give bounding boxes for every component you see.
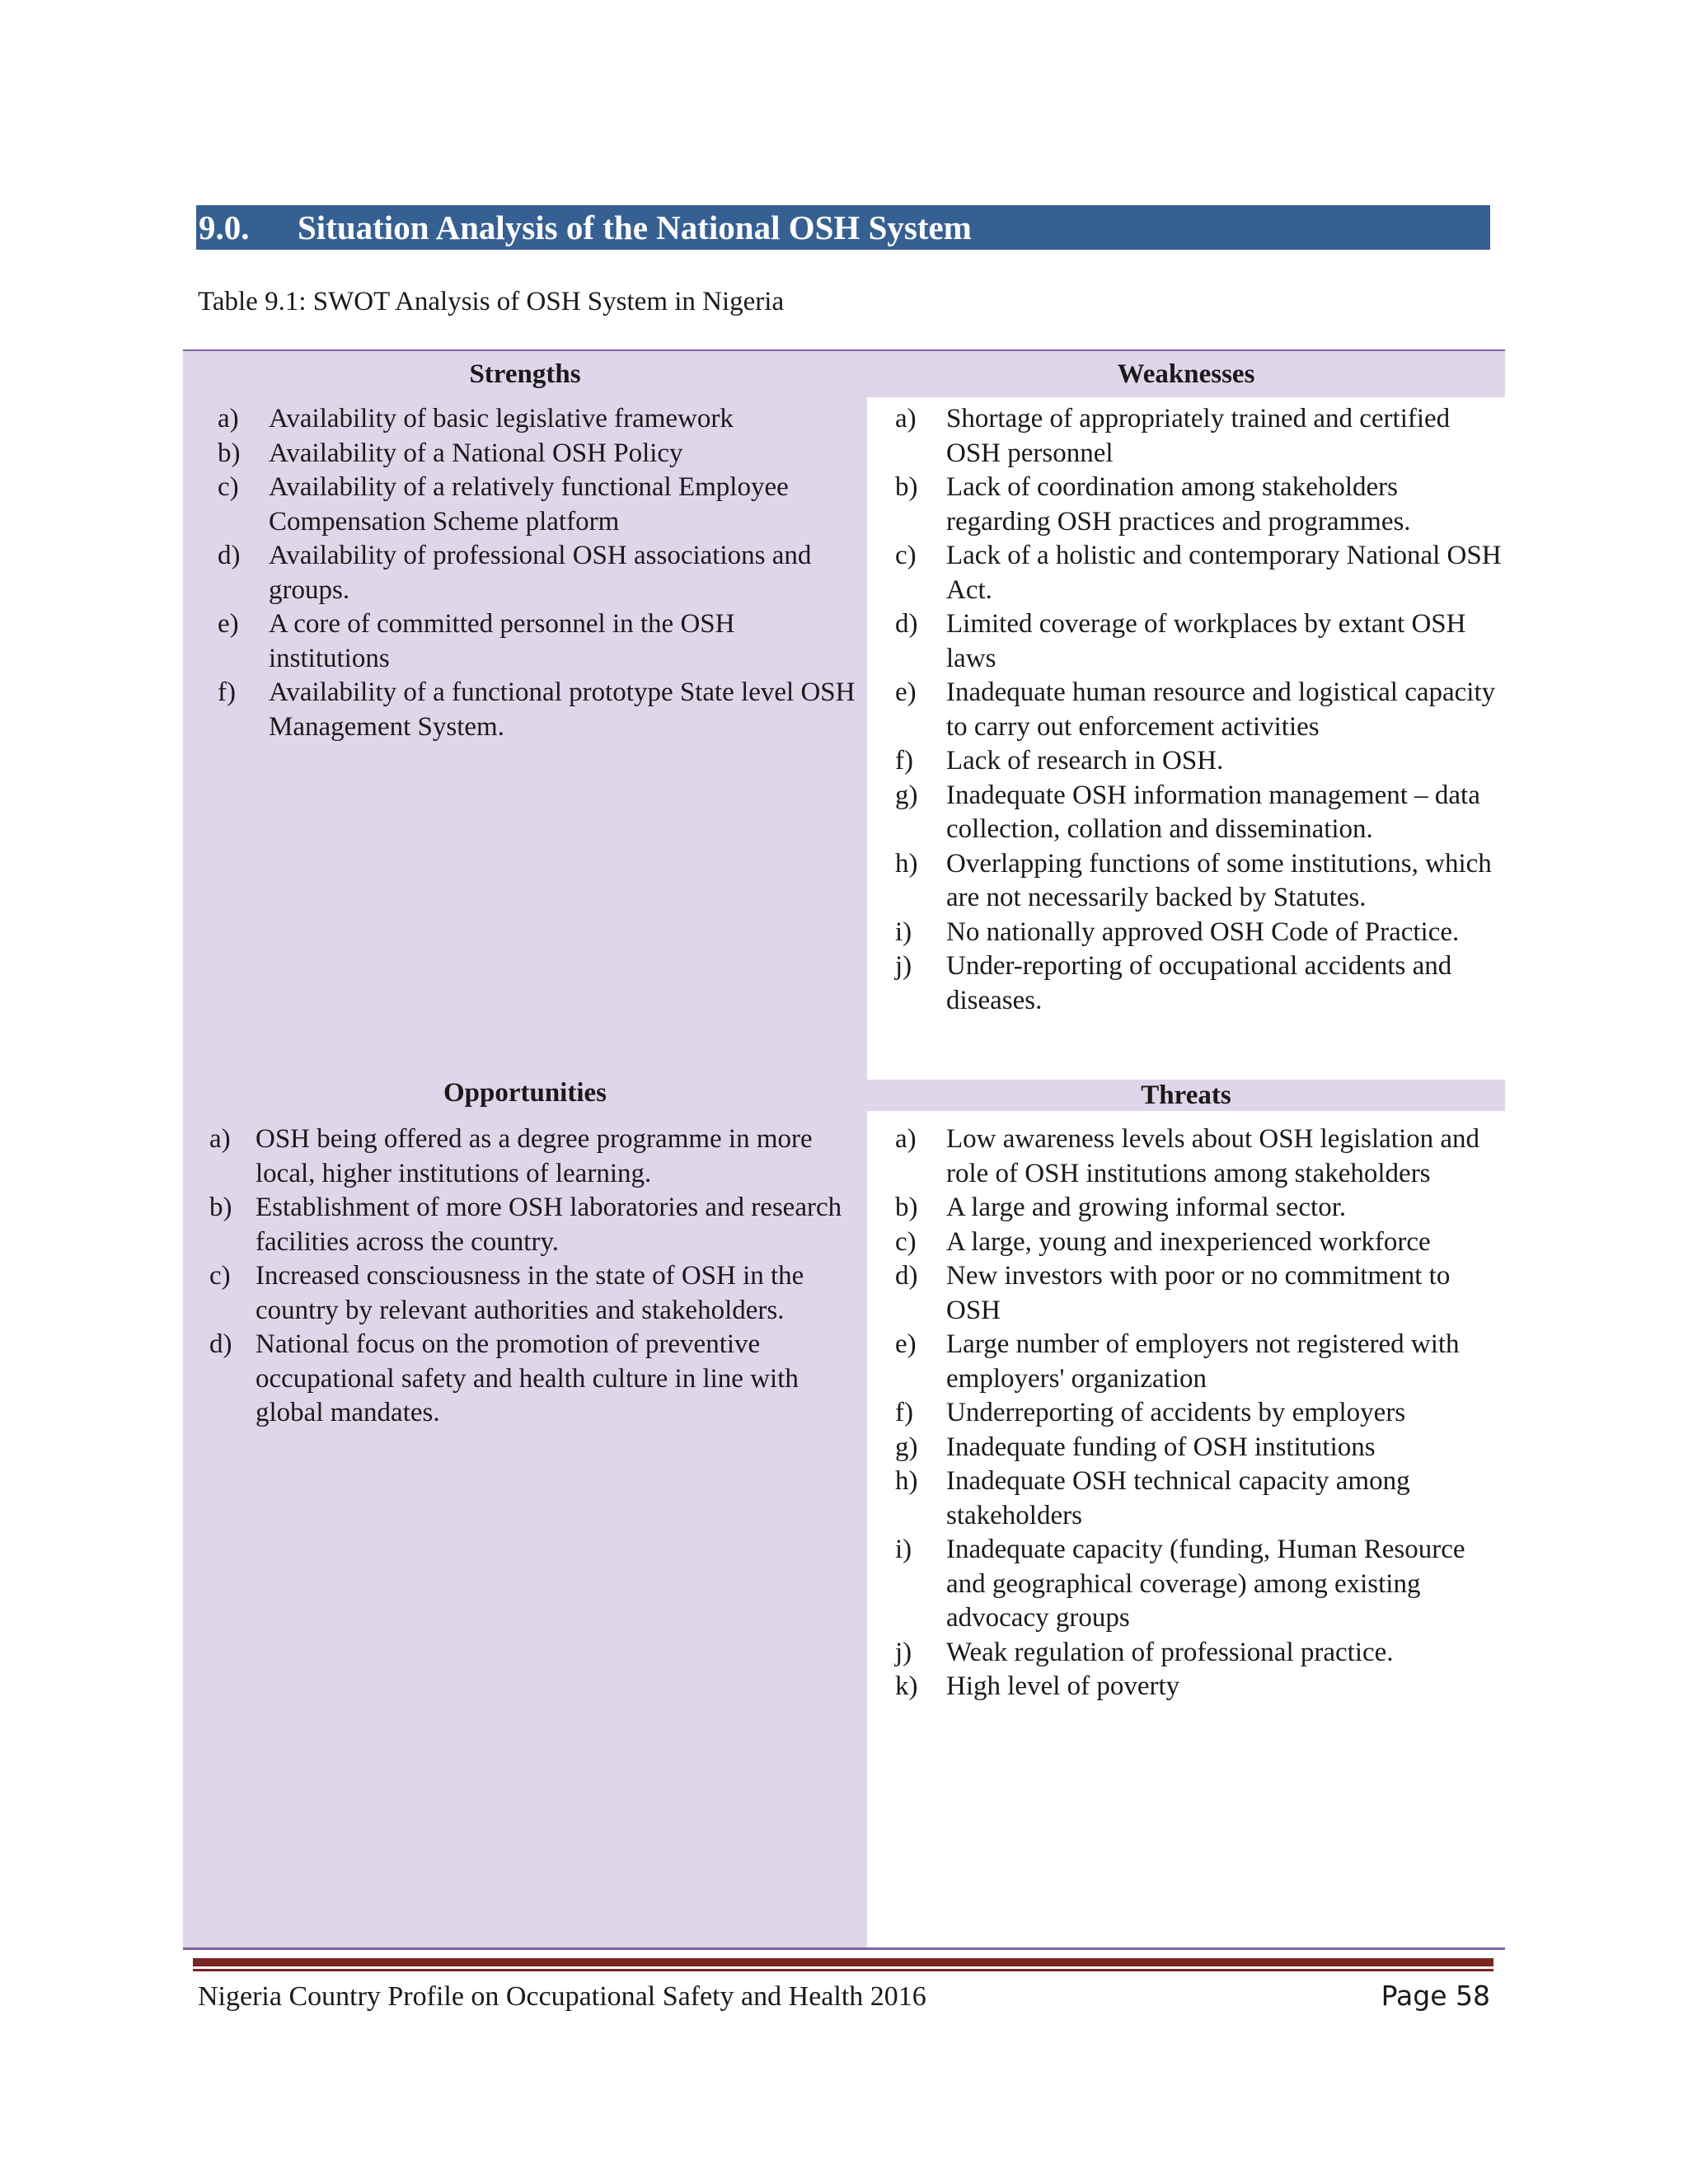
list-item-text: Lack of coordination among stakeholders regarding OSH practices and programmes. <box>946 472 1411 537</box>
list-item-text: Increased consciousness in the state of OSH in the country by relevant authorities and stakeholders. <box>256 1261 804 1325</box>
list-marker: b) <box>209 1193 232 1222</box>
list-item-text: Low awareness levels about OSH legislation and role of OSH institutions among stakeholders <box>946 1124 1480 1188</box>
list-item <box>218 676 860 744</box>
list-item <box>895 949 1502 1018</box>
list-marker: d) <box>209 1329 232 1359</box>
list-item <box>895 607 1502 676</box>
list-item-text: High level of poverty <box>946 1671 1180 1701</box>
list-item-text: OSH being offered as a degree programme in more local, higher institutions of learning. <box>256 1124 813 1188</box>
weaknesses-header: Weaknesses <box>867 351 1505 397</box>
list-item-text: Shortage of appropriately trained and certified OSH personnel <box>946 404 1451 468</box>
list-marker: c) <box>895 541 917 570</box>
list-marker: g) <box>895 780 918 810</box>
list-item <box>209 1191 860 1259</box>
list-item-text: Availability of basic legislative framework <box>269 404 734 434</box>
list-marker: a) <box>895 404 917 434</box>
list-item-text: Establishment of more OSH laboratories and research facilities across the country. <box>256 1193 842 1257</box>
list-item-text: Overlapping functions of some institutions, which are not necessarily backed by Statutes. <box>946 848 1492 912</box>
threats-header: Threats <box>867 1080 1505 1111</box>
list-item-text: A large, young and inexperienced workforce <box>946 1226 1431 1257</box>
section-heading <box>196 205 1490 250</box>
list-item <box>209 1259 860 1328</box>
strengths-list <box>218 402 860 744</box>
list-marker: i) <box>895 1535 912 1564</box>
list-item <box>895 744 1502 779</box>
list-item <box>218 402 860 437</box>
opportunities-list <box>209 1122 860 1431</box>
list-item <box>895 471 1502 539</box>
list-marker: c) <box>895 1226 917 1257</box>
list-marker: g) <box>895 1432 918 1462</box>
list-item-text: Inadequate funding of OSH institutions <box>946 1432 1376 1462</box>
list-marker: i) <box>895 916 912 947</box>
page-number: Page 58 <box>1381 1980 1490 2012</box>
list-item <box>218 539 860 607</box>
list-marker: c) <box>218 472 239 502</box>
list-marker: d) <box>895 609 918 639</box>
list-item-text: Lack of research in OSH. <box>946 746 1224 776</box>
list-item <box>895 916 1502 950</box>
list-item <box>895 847 1502 916</box>
list-item-text: Availability of a functional prototype State level OSH Management System. <box>269 677 856 742</box>
list-item-text: Availability of a relatively functional Employee Compensation Scheme platform <box>269 472 789 537</box>
list-marker: e) <box>895 677 917 707</box>
list-item-text: Availability of professional OSH associations and groups. <box>269 541 812 605</box>
list-marker: d) <box>895 1261 918 1291</box>
list-item-text: Under-reporting of occupational accidents and diseases. <box>946 951 1452 1015</box>
list-item <box>895 1122 1502 1191</box>
list-item-text: Weak regulation of professional practice. <box>946 1637 1394 1667</box>
list-item-text: Inadequate human resource and logistical capacity to carry out enforcement activities <box>946 677 1496 742</box>
list-marker: f) <box>218 677 236 707</box>
list-item-text: No nationally approved OSH Code of Practice. <box>946 916 1460 947</box>
list-item <box>895 1636 1502 1671</box>
opportunities-header: Opportunities <box>443 1078 607 1108</box>
list-item <box>895 676 1502 744</box>
list-item <box>895 779 1502 847</box>
list-item-text: New investors with poor or no commitment to OSH <box>946 1261 1451 1325</box>
list-marker: a) <box>218 404 239 434</box>
list-item-text: Limited coverage of workplaces by extant OSH laws <box>946 609 1466 673</box>
list-item <box>218 471 860 539</box>
section-title: Situation Analysis of the National OSH System <box>298 209 972 246</box>
footer-rule-thin <box>193 1969 1493 1971</box>
threats-list <box>895 1122 1502 1704</box>
list-item <box>209 1122 860 1191</box>
list-marker: f) <box>895 1398 913 1427</box>
list-item <box>895 1670 1502 1704</box>
list-marker: j) <box>895 951 912 981</box>
table-caption: Table 9.1: SWOT Analysis of OSH System in Nigeria <box>198 287 785 316</box>
list-item <box>895 1533 1502 1636</box>
list-item-text: Large number of employers not registered with employers' organization <box>946 1329 1460 1394</box>
list-item <box>895 1396 1502 1431</box>
list-item-text: Underreporting of accidents by employers <box>946 1398 1406 1427</box>
list-item <box>218 437 860 471</box>
list-marker: b) <box>895 1193 918 1222</box>
list-item-text: Inadequate OSH technical capacity among stakeholders <box>946 1466 1410 1530</box>
list-item-text: A core of committed personnel in the OSH institutions <box>269 609 735 673</box>
list-item <box>895 1191 1502 1226</box>
list-marker: h) <box>895 1466 918 1496</box>
list-item <box>895 539 1502 607</box>
section-number: 9.0. <box>199 209 250 246</box>
list-marker: h) <box>895 848 918 879</box>
list-item <box>218 607 860 676</box>
list-marker: e) <box>218 609 239 639</box>
list-marker: b) <box>895 472 918 502</box>
list-item <box>895 402 1502 471</box>
list-marker: a) <box>895 1124 917 1154</box>
list-item-text: A large and growing informal sector. <box>946 1193 1347 1222</box>
list-marker: c) <box>209 1261 231 1291</box>
weaknesses-list <box>895 402 1502 1018</box>
list-item <box>895 1259 1502 1328</box>
list-item-text: National focus on the promotion of preventive occupational safety and health culture in line with global mandates. <box>256 1329 799 1427</box>
list-item <box>895 1226 1502 1260</box>
list-item <box>895 1431 1502 1465</box>
swot-table <box>183 349 1505 1950</box>
list-item-text: Availability of a National OSH Policy <box>269 438 683 468</box>
list-marker: e) <box>895 1329 917 1359</box>
strengths-header: Strengths <box>469 359 581 389</box>
list-item-text: Lack of a holistic and contemporary National OSH Act. <box>946 541 1502 605</box>
footer-rule-thick <box>193 1958 1493 1966</box>
list-marker: k) <box>895 1671 918 1701</box>
list-marker: b) <box>218 438 241 468</box>
list-marker: a) <box>209 1124 231 1154</box>
footer-title: Nigeria Country Profile on Occupational Safety and Health 2016 <box>198 1981 926 2012</box>
list-marker: d) <box>218 541 241 570</box>
list-item <box>895 1465 1502 1533</box>
list-item <box>209 1328 860 1431</box>
list-marker: f) <box>895 746 913 776</box>
list-item <box>895 1328 1502 1396</box>
list-marker: j) <box>895 1637 912 1667</box>
list-item-text: Inadequate OSH information management – data collection, collation and dissemination. <box>946 780 1480 844</box>
list-item-text: Inadequate capacity (funding, Human Resource and geographical coverage) among existing advocacy groups <box>946 1535 1465 1633</box>
